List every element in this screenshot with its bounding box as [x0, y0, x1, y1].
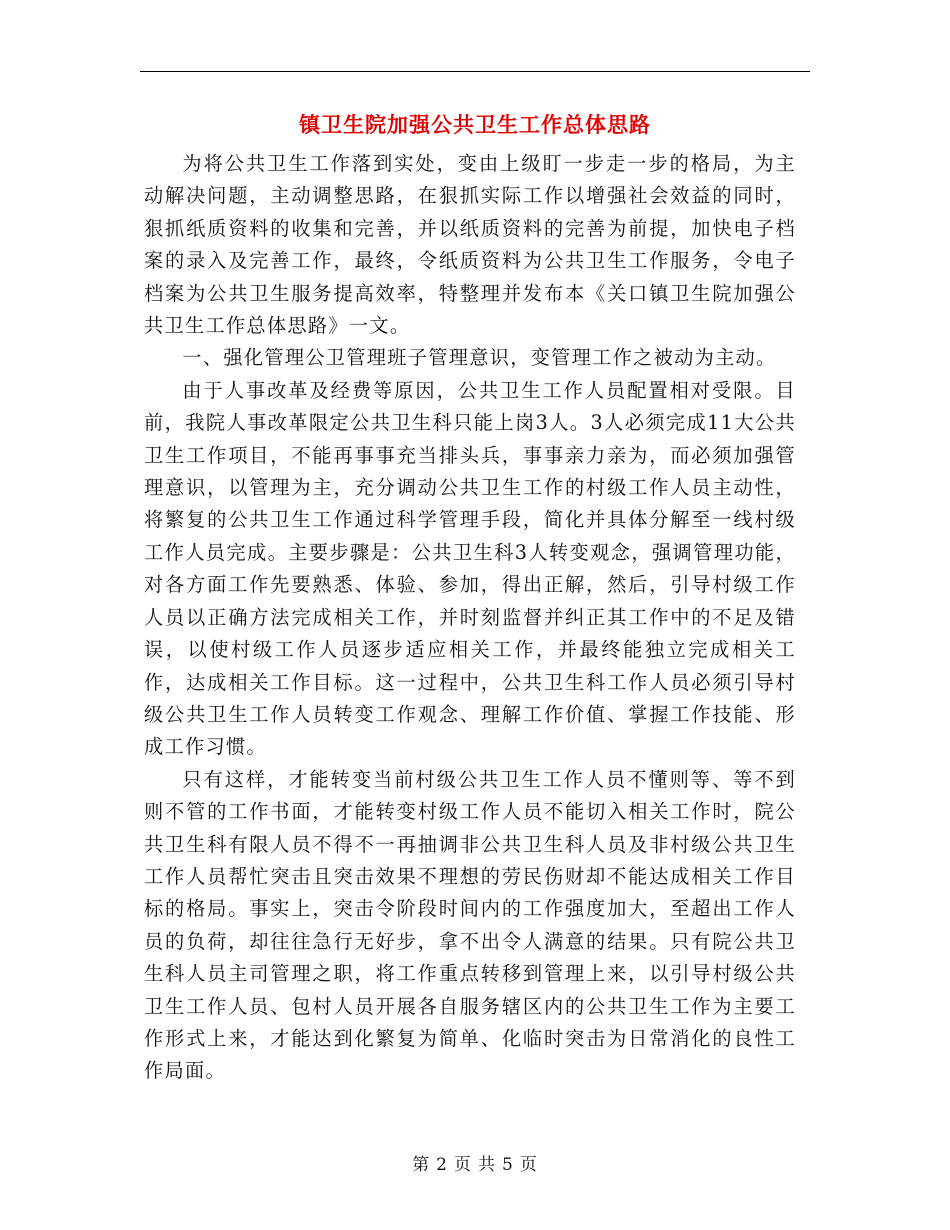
header-rule [140, 71, 810, 72]
footer-current-page: 2 [436, 1155, 448, 1175]
footer-prefix: 第 [412, 1155, 431, 1175]
footer-total-pages: 5 [502, 1155, 514, 1175]
footer-suffix: 页 [519, 1155, 538, 1175]
paragraph-conclusion: 只有这样，才能转变当前村级公共卫生工作人员不懂则等、等不到则不管的工作书面，才能转变村级工作人员不能切入相关工作时，院公共卫生科有限人员不得不一再抽调非公共卫生科人员及非村级公共卫生工作人员帮忙突击且突击效果不理想的劳民伤财却不能达成相关工作目标的格局。事实上，突击令阶段时间内的工作强度加大，至超出工作人员的负荷，却往往急行无好步，拿不出令人满意的结果。只有院公共卫生科人员主司管理之职，将工作重点转移到管理上来，以引导村级公共卫生工作人员、包村人员开展各自服务辖区内的公共卫生工作为主要工作形式上来，才能达到化繁复为简单、化临时突击为日常消化的良性工作局面。 [144, 767, 796, 1083]
document-body [144, 148, 796, 1088]
page-footer [140, 1153, 810, 1177]
paragraph-section-heading: 一、强化管理公卫管理班子管理意识，变管理工作之被动为主动。 [182, 346, 777, 370]
paragraph-staffing: 由于人事改革及经费等原因，公共卫生工作人员配置相对受限。目前，我院人事改革限定公共卫生科只能上岗3人。3人必须完成11大公共卫生工作项目，不能再事事充当排头兵，事事亲力亲为，而必须加强管理意识，以管理为主，充分调动公共卫生工作的村级工作人员主动性，将繁复的公共卫生工作通过科学管理手段，简化并具体分解至一线村级工作人员完成。主要步骤是：公共卫生科3人转变观念，强调管理功能，对各方面工作先要熟悉、体验、参加，得出正解，然后，引导村级工作人员以正确方法完成相关工作，并时刻监督并纠正其工作中的不足及错误，以使村级工作人员逐步适应相关工作，并最终能独立完成相关工作，达成相关工作目标。这一过程中，公共卫生科工作人员必须引导村级公共卫生工作人员转变工作观念、理解工作价值、掌握工作技能、形成工作习惯。 [144, 378, 796, 759]
footer-page-word: 页 [454, 1155, 472, 1175]
paragraph-intro: 为将公共卫生工作落到实处，变由上级盯一步走一步的格局，为主动解决问题，主动调整思路，在狠抓实际工作以增强社会效益的同时，狠抓纸质资料的收集和完善，并以纸质资料的完善为前提，加快电子档案的录入及完善工作，最终，令纸质资料为公共卫生工作服务，令电子档案为公共卫生服务提高效率，特整理并发布本《关口镇卫生院加强公共卫生工作总体思路》一文。 [144, 152, 796, 338]
document-title: 镇卫生院加强公共卫生工作总体思路 [299, 112, 651, 137]
footer-total-word: 共 [478, 1155, 496, 1175]
